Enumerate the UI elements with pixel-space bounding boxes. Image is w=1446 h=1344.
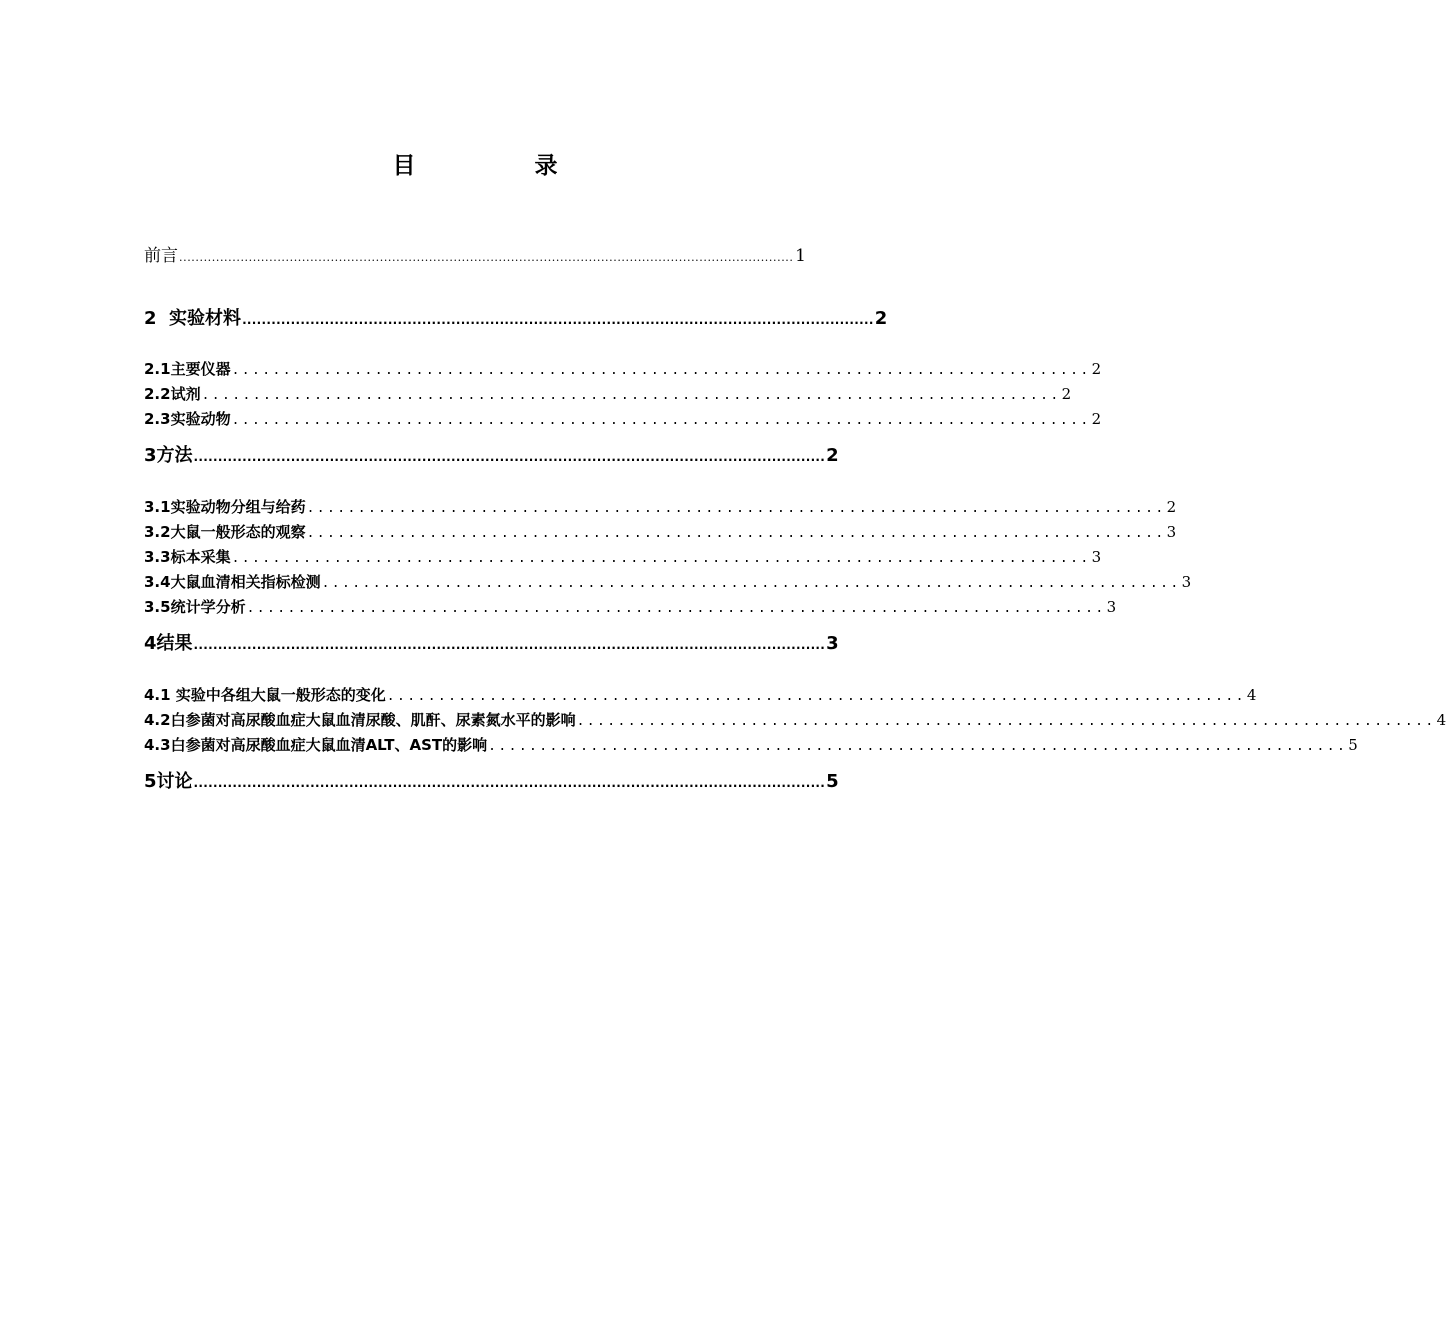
toc-entry-label: 3.5统计学分析 — [144, 598, 246, 616]
toc-page-number: 2 — [1061, 385, 1072, 403]
dot-leader: .................................................................................... — [231, 551, 1091, 566]
toc-page-number: 3 — [1091, 548, 1102, 566]
toc-page-number: 1 — [795, 246, 806, 266]
toc-entry-section-3-3[interactable] — [144, 547, 1102, 569]
dot-leader: .................................................................................................................................. — [242, 313, 874, 327]
toc-page-number: 4 — [1436, 711, 1446, 729]
dot-leader: .................................................................................................................................. — [193, 638, 826, 652]
toc-entry-section-2-3[interactable] — [144, 409, 1102, 431]
toc-entry-section-4-3[interactable] — [144, 735, 1358, 757]
toc-entry-label: 3.2大鼠一般形态的观察 — [144, 523, 306, 541]
toc-page-number: 2 — [1091, 360, 1102, 378]
page-title: 目 录 — [392, 153, 606, 179]
toc-entry-label: 4结果 — [144, 633, 193, 654]
toc-entry-label: 前言 — [144, 246, 178, 266]
toc-entry-section-4-1[interactable] — [144, 685, 1257, 707]
dot-leader: .................................................................................... — [576, 714, 1436, 729]
toc-entry-label: 3方法 — [144, 445, 193, 466]
toc-page-number: 2 — [874, 308, 888, 329]
toc-page-number: 3 — [1166, 523, 1177, 541]
toc-page-number: 2 — [826, 445, 839, 466]
dot-leader: .................................................................................................................................. — [193, 776, 826, 790]
dot-leader: .................................................................................... — [231, 413, 1091, 428]
dot-leader: .................................................................................... — [306, 501, 1166, 516]
toc-page-number: 2 — [1091, 410, 1102, 428]
dot-leader: .................................................................................... — [201, 388, 1061, 403]
dot-leader: .................................................................................... — [321, 576, 1181, 591]
toc-entry-label: 3.3标本采集 — [144, 548, 231, 566]
toc-entry-section-3-4[interactable] — [144, 572, 1192, 594]
toc-entry-label: 2.1主要仪器 — [144, 360, 231, 378]
dot-leader: .................................................................................... — [246, 601, 1106, 616]
toc-entry-section-2-2[interactable] — [144, 384, 1072, 406]
dot-leader: .................................................................................... — [386, 689, 1246, 704]
toc-entry-label: 4.2白参菌对高尿酸血症大鼠血清尿酸、肌酐、尿素氮水平的影响 — [144, 711, 576, 729]
toc-entry-preface[interactable] — [144, 244, 806, 270]
dot-leader: .................................................................................... — [231, 363, 1091, 378]
toc-page-number: 2 — [1166, 498, 1177, 516]
toc-page-number: 5 — [826, 771, 839, 792]
toc-entry-label: 2.3实验动物 — [144, 410, 231, 428]
toc-entry-label: 3.4大鼠血清相关指标检测 — [144, 573, 321, 591]
dot-leader: .................................................................................... — [488, 739, 1348, 754]
toc-entry-label: 2.2试剂 — [144, 385, 201, 403]
toc-entry-section-4-2[interactable] — [144, 710, 1446, 732]
toc-page-number: 3 — [826, 633, 839, 654]
toc-page-number: 3 — [1106, 598, 1117, 616]
toc-page-number: 4 — [1246, 686, 1257, 704]
toc-entry-label: 3.1实验动物分组与给药 — [144, 498, 306, 516]
toc-entry-label: 4.1 实验中各组大鼠一般形态的变化 — [144, 686, 386, 704]
toc-page-number: 3 — [1181, 573, 1192, 591]
toc-entry-section-3-1[interactable] — [144, 497, 1177, 519]
toc-entry-chapter-5[interactable] — [144, 770, 839, 796]
toc-page-number: 5 — [1348, 736, 1358, 754]
toc-entry-section-3-2[interactable] — [144, 522, 1177, 544]
toc-entry-chapter-3[interactable] — [144, 444, 839, 470]
dot-leader: .................................................................................................................................. — [193, 450, 826, 464]
toc-entry-label: 4.3白参菌对高尿酸血症大鼠血清ALT、AST的影响 — [144, 736, 488, 754]
toc-entry-label: 5讨论 — [144, 771, 193, 792]
toc-entry-section-3-5[interactable] — [144, 597, 1117, 619]
toc-entry-chapter-2[interactable] — [144, 307, 888, 333]
toc-entry-chapter-4[interactable] — [144, 632, 839, 658]
toc-entry-label: 2 实验材料 — [144, 308, 242, 329]
dot-leader: ...................................................................................................................................................... — [179, 251, 794, 264]
dot-leader: .................................................................................... — [306, 526, 1166, 541]
toc-entry-section-2-1[interactable] — [144, 359, 1102, 381]
